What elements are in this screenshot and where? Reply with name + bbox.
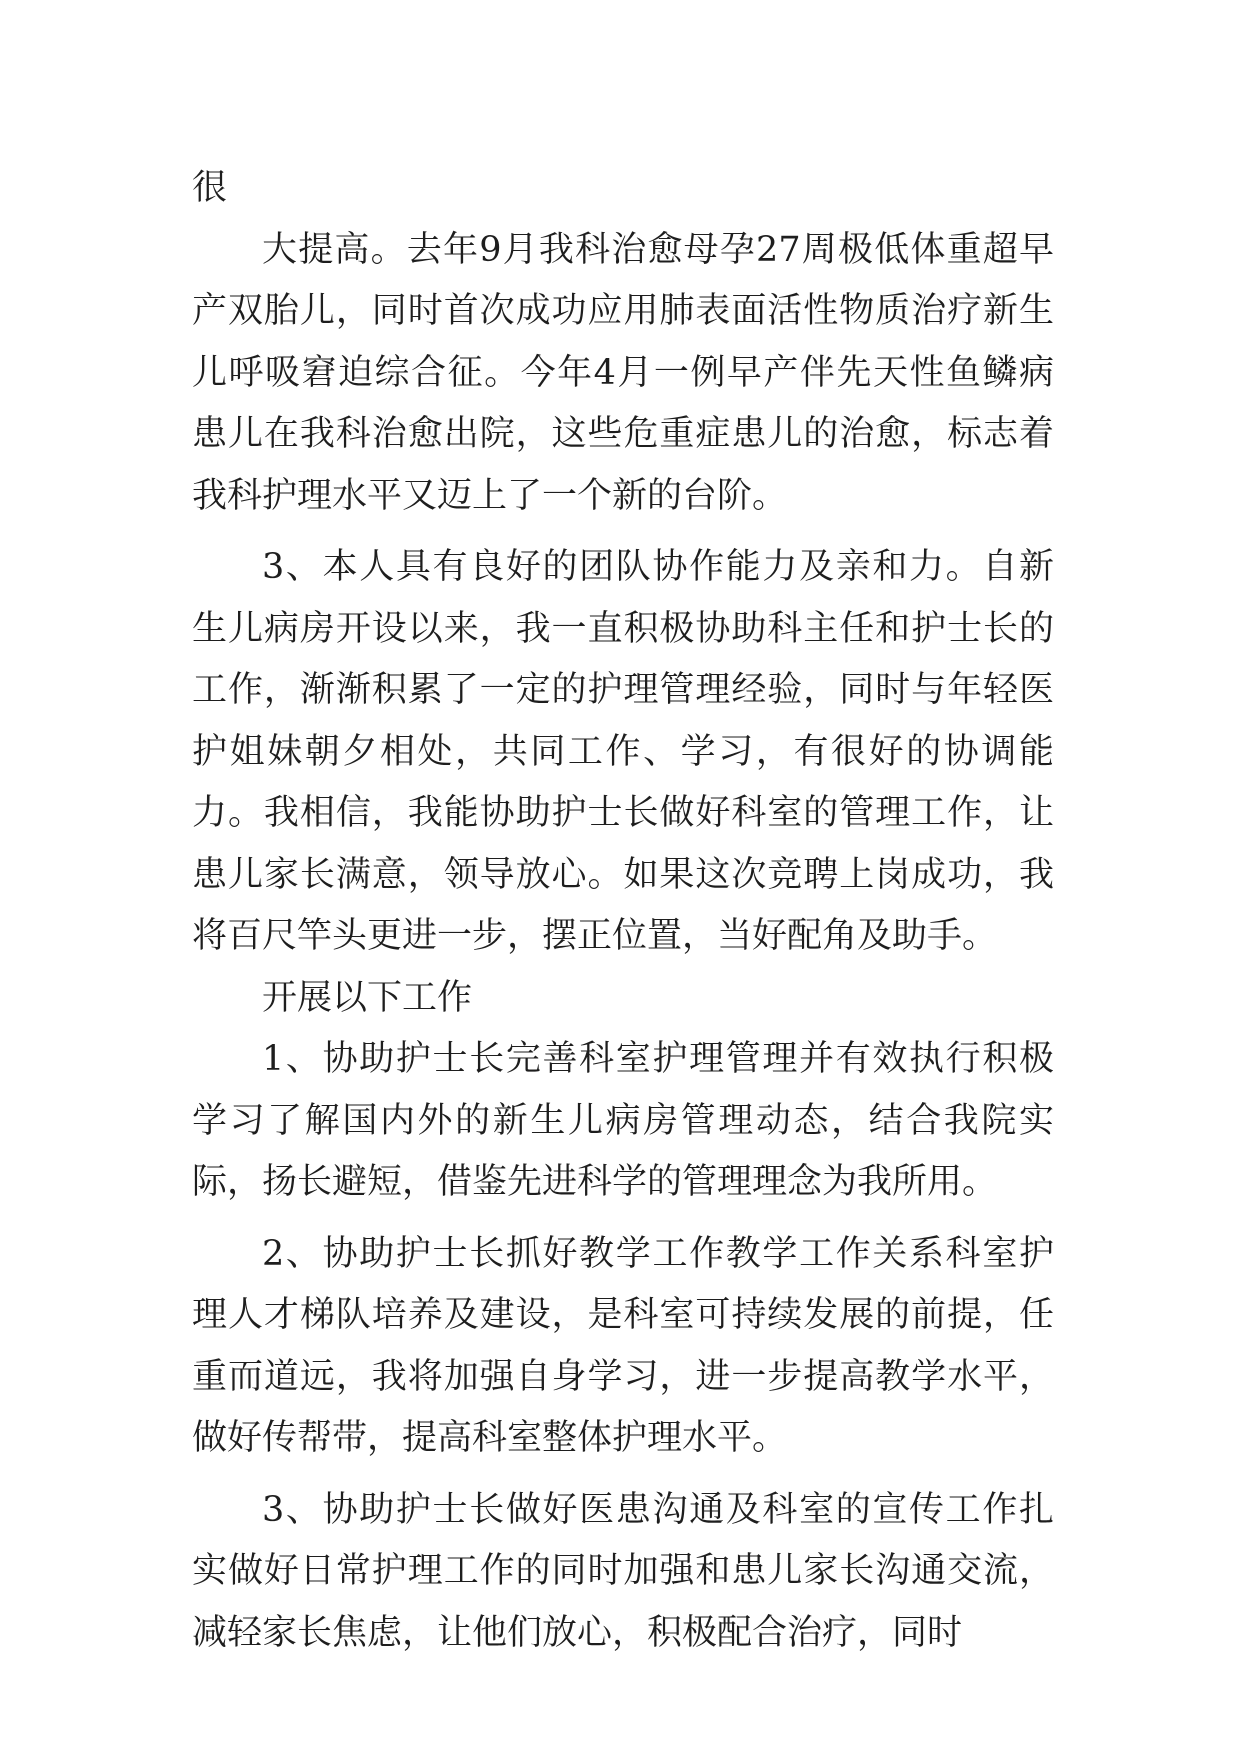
paragraph-achievements: 大提高。去年9月我科治愈母孕27周极低体重超早产双胎儿，同时首次成功应用肺表面活性物质治疗新生儿呼吸窘迫综合征。今年4月一例早产伴先天性鱼鳞病患儿在我科治愈出院，这些危重症患儿的治愈，标志着我科护理水平又迈上了一个新的台阶。 [192,229,1054,516]
paragraph-fragment: 很 [192,168,228,208]
paragraph-work-heading: 开展以下工作 [262,977,473,1018]
paragraph-item-3: 3、协助护士长做好医患沟通及科室的宣传工作扎实做好日常护理工作的同时加强和患儿家长沟通交流，减轻家长焦虑，让他们放心，积极配合治疗，同时 [192,1489,1054,1653]
paragraph-item-2: 2、协助护士长抓好教学工作教学工作关系科室护理人才梯队培养及建设，是科室可持续发展的前提，任重而道远，我将加强自身学习，进一步提高教学水平，做好传帮带，提高科室整体护理水平。 [192,1233,1054,1458]
paragraph-teamwork: 3、本人具有良好的团队协作能力及亲和力。自新生儿病房开设以来，我一直积极协助科主任和护士长的工作，渐渐积累了一定的护理管理经验，同时与年轻医护姐妹朝夕相处，共同工作、学习，有很好的协调能力。我相信，我能协助护士长做好科室的管理工作，让患儿家长满意，领导放心。如果这次竞聘上岗成功，我将百尺竿头更进一步，摆正位置，当好配角及助手。 [192,547,1054,956]
document-body [192,158,1054,1664]
paragraph-item-1: 1、协助护士长完善科室护理管理并有效执行积极学习了解国内外的新生儿病房管理动态，结合我院实际，扬长避短，借鉴先进科学的管理理念为我所用。 [192,1039,1054,1202]
